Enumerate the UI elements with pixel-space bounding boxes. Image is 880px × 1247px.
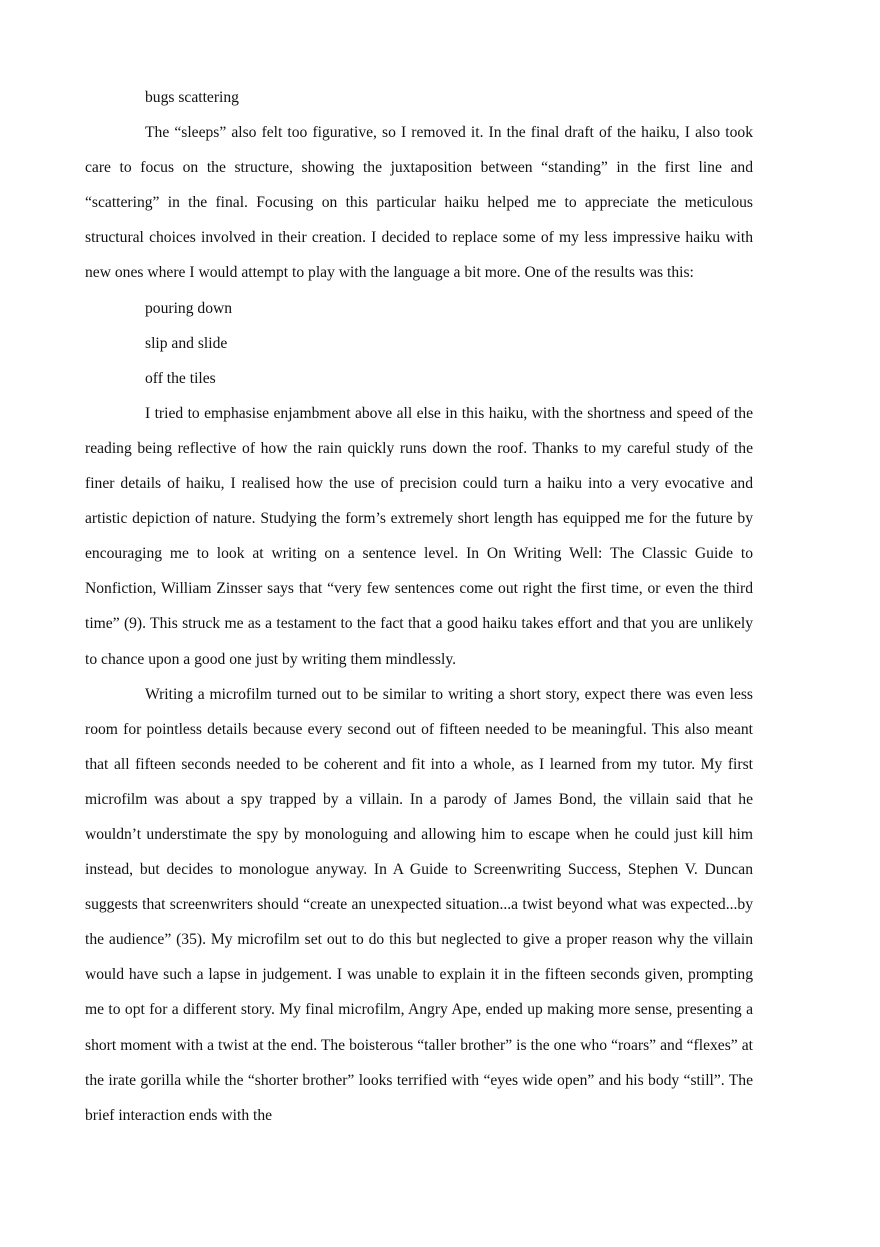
- paragraph-enjambment: I tried to emphasise enjambment above all else in this haiku, with the shortness and speed of the reading being reflective of how the rain quickly runs down the roof. Thanks to my careful study of the finer details of haiku, I realised how the use of precision could turn a haiku into a very evocative and artistic depiction of nature. Studying the form’s extremely short length has equipped me for the future by encouraging me to look at writing on a sentence level. In On Writing Well: The Classic Guide to Nonfiction, William Zinsser says that “very few sentences come out right the first time, or even the third time” (9). This struck me as a testament to the fact that a good haiku takes effort and that you are unlikely to chance upon a good one just by writing them mindlessly.: [85, 404, 753, 668]
- haiku-line: off the tiles: [145, 369, 216, 387]
- haiku-line: bugs scattering: [145, 89, 239, 106]
- body-text: [85, 80, 753, 1133]
- paragraph-microfilm: Writing a microfilm turned out to be similar to writing a short story, expect there was even less room for pointless details because every second out of fifteen needed to be meaningful. This also meant that all fifteen seconds needed to be coherent and fit into a whole, as I learned from my tutor. My first microfilm was about a spy trapped by a villain. In a parody of James Bond, the villain said that he wouldn’t understimate the spy by monologuing and allowing him to escape when he could just kill him instead, but decides to monologue anyway. In A Guide to Screenwriting Success, Stephen V. Duncan suggests that screenwriters should “create an unexpected situation...a twist beyond what was expected...by the audience” (35). My microfilm set out to do this but neglected to give a proper reason why the villain would have such a lapse in judgement. I was unable to explain it in the fifteen seconds given, prompting me to opt for a different story. My final microfilm, Angry Ape, ended up making more sense, presenting a short moment with a twist at the end. The boisterous “taller brother” is the one who “roars” and “flexes” at the irate gorilla while the “shorter brother” looks terrified with “eyes wide open” and his body “still”. The brief interaction ends with the: [85, 685, 753, 1124]
- haiku-line: pouring down: [145, 299, 233, 317]
- haiku-line: slip and slide: [145, 334, 228, 352]
- paragraph-sleeps-revision: The “sleeps” also felt too figurative, so I removed it. In the final draft of the haiku, I also took care to focus on the structure, showing the juxtaposition between “standing” in the first line and “scattering” in the final. Focusing on this particular haiku helped me to appreciate the meticulous structural choices involved in their creation. I decided to replace some of my less impressive haiku with new ones where I would attempt to play with the language a bit more. One of the results was this:: [85, 124, 753, 282]
